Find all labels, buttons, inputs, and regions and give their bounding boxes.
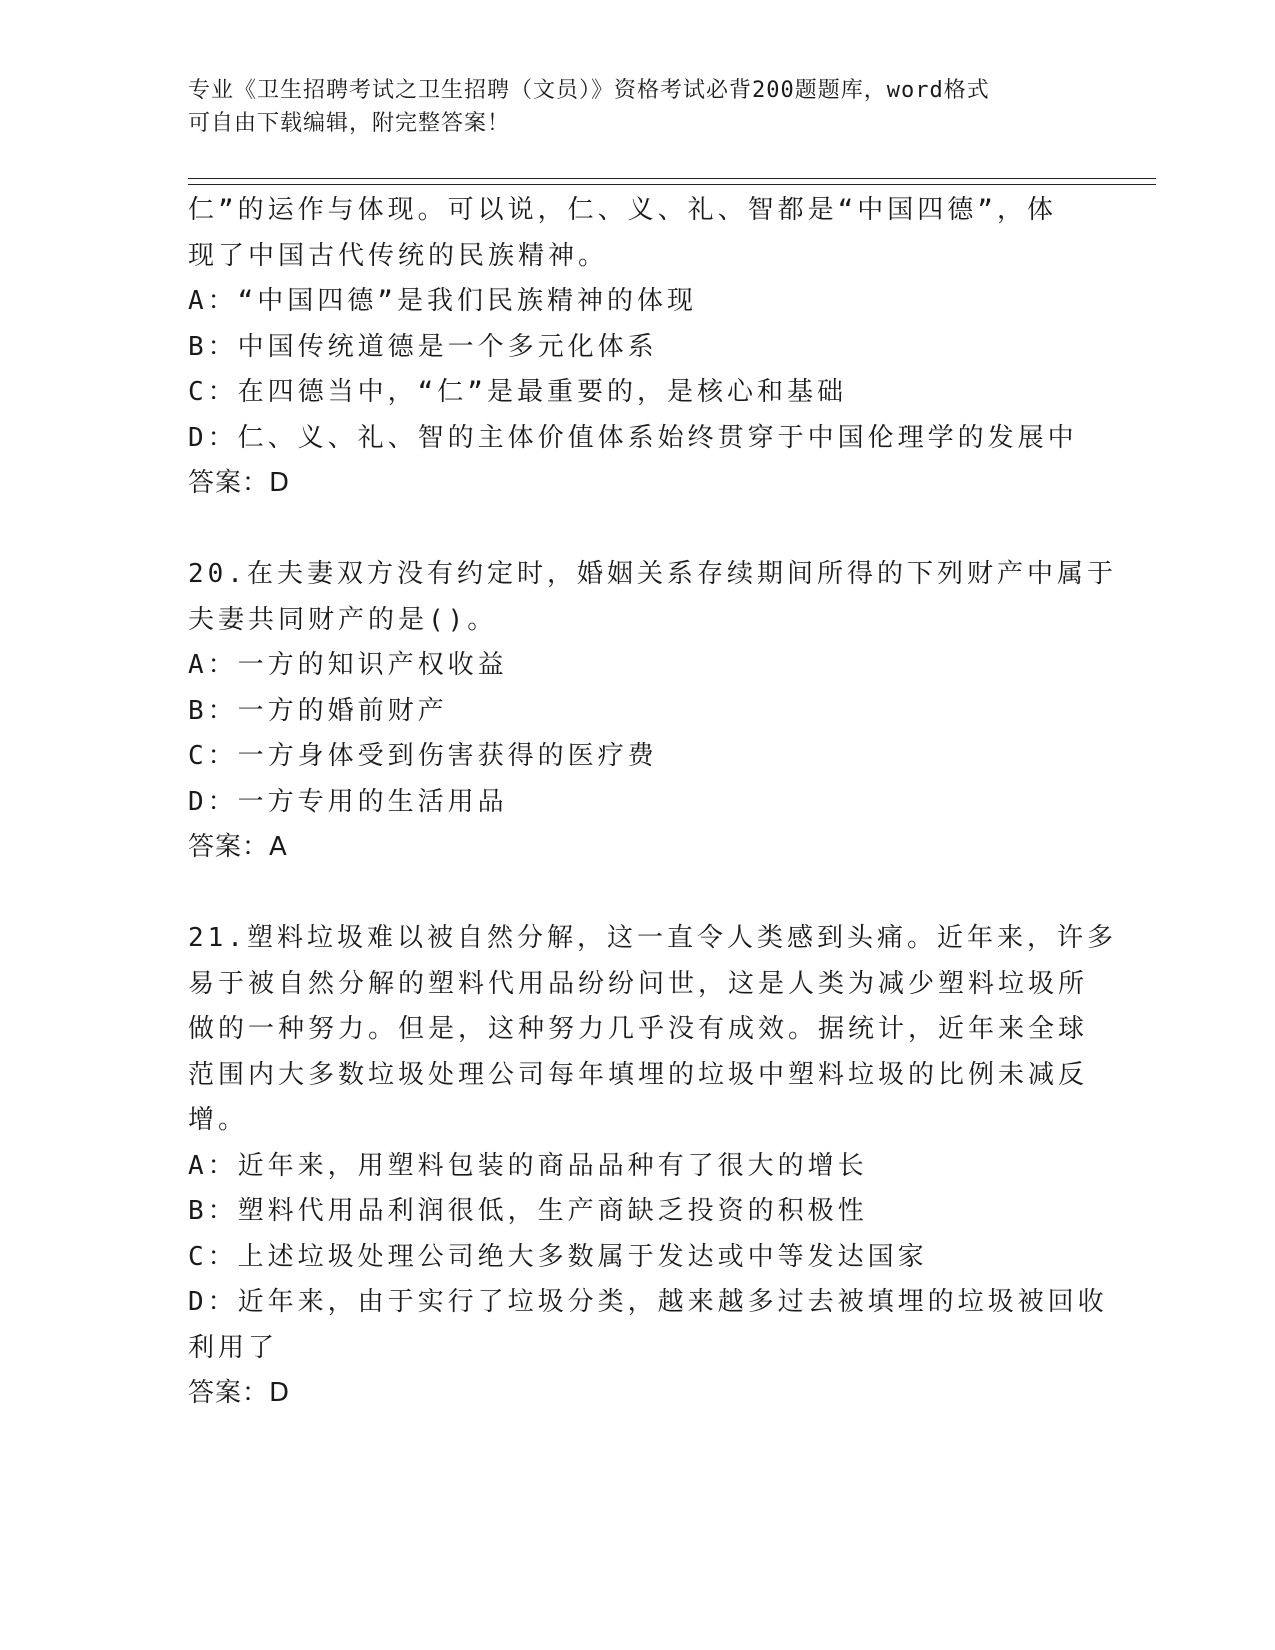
- question-list: [188, 188, 1117, 1417]
- spacer: [188, 871, 1088, 917]
- question-stem-line: 仁”的运作与体现。可以说，仁、义、礼、智都是“中国四德”，体: [188, 195, 1057, 225]
- option-c: C：一方身体受到伤害获得的医疗费: [188, 741, 658, 771]
- question-stem-line: 易于被自然分解的塑料代用品纷纷问世，这是人类为减少塑料垃圾所: [188, 968, 1089, 999]
- option-d: D：一方专用的生活用品: [188, 786, 508, 817]
- question-stem-line: 夫妻共同财产的是()。: [188, 604, 498, 635]
- question-stem-line: 现了中国古代传统的民族精神。: [188, 240, 609, 271]
- option-d: D：仁、义、礼、智的主体价值体系始终贯穿于中国伦理学的发展中: [188, 422, 1078, 453]
- option-d: D：近年来，由于实行了垃圾分类，越来越多过去被填埋的垃圾被回收: [188, 1287, 1108, 1317]
- header-line-1: 专业《卫生招聘考试之卫生招聘（文员）》资格考试必背200题题库，word格式: [188, 78, 990, 103]
- option-a: A：“中国四德”是我们民族精神的体现: [188, 286, 697, 316]
- answer-label: 答案：A: [188, 832, 288, 862]
- question-20: [188, 552, 1117, 871]
- question-stem-line: 范围内大多数垃圾处理公司每年填埋的垃圾中塑料垃圾的比例未减反: [188, 1059, 1089, 1090]
- spacer: [188, 507, 1088, 553]
- answer-label: 答案：D: [188, 1378, 291, 1408]
- option-c: C：在四德当中，“仁”是最重要的，是核心和基础: [188, 377, 847, 407]
- option-b: B：中国传统道德是一个多元化体系: [188, 331, 658, 362]
- question-19-continued: [188, 188, 1088, 507]
- header-line-2: 可自由下载编辑，附完整答案！: [188, 111, 511, 136]
- option-b: B：塑料代用品利润很低，生产商缺乏投资的积极性: [188, 1196, 868, 1226]
- question-stem-line: 21.塑料垃圾难以被自然分解，这一直令人类感到头痛。近年来，许多: [188, 923, 1117, 953]
- option-c: C：上述垃圾处理公司绝大多数属于发达或中等发达国家: [188, 1241, 928, 1272]
- option-d-continued: 利用了: [188, 1332, 279, 1363]
- question-stem-line: 做的一种努力。但是，这种努力几乎没有成效。据统计，近年来全球: [188, 1014, 1089, 1044]
- option-b: B：一方的婚前财产: [188, 695, 448, 726]
- question-stem-line: 20.在夫妻双方没有约定时，婚姻关系存续期间所得的下列财产中属于: [188, 559, 1117, 589]
- question-21: [188, 916, 1117, 1417]
- header-rule-bottom: [188, 184, 1156, 185]
- option-a: A：近年来，用塑料包装的商品品种有了很大的增长: [188, 1150, 868, 1181]
- question-stem-line: 增。: [188, 1105, 249, 1135]
- answer-label: 答案：D: [188, 468, 291, 498]
- header-rule-top: [188, 178, 1156, 179]
- option-a: A：一方的知识产权收益: [188, 650, 508, 680]
- document-header: [188, 74, 1088, 140]
